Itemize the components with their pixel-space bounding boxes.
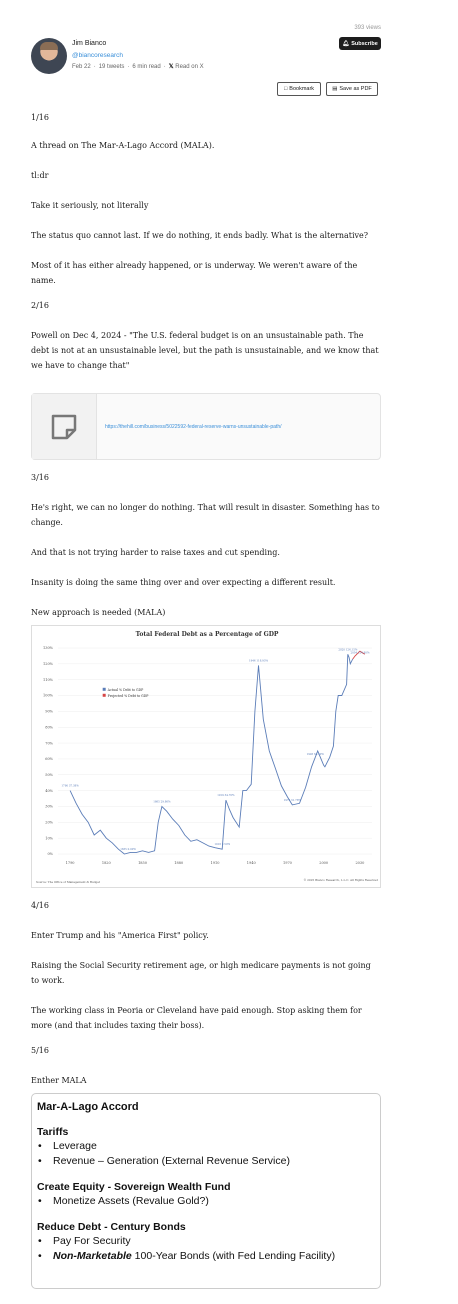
subscribe-label: Subscribe [351,40,378,47]
chart-title: Total Federal Debt as a Percentage of GDP [135,631,279,638]
document-icon: ▤ [332,86,338,92]
view-count: 393 views [354,25,381,31]
save-pdf-button[interactable]: ▤ Save as PDF [326,82,378,96]
y-tick-label: 70% [45,741,53,746]
list-item: • Non-Marketable 100-Year Bonds (with Fed Lending Facility) [38,1250,336,1262]
y-tick-label: 10% [45,836,53,841]
subscribe-button[interactable] [339,37,381,50]
paragraph: The status quo cannot last. If we do nothing, it ends badly. What is the alternative? [31,231,369,240]
data-label: 1993 64.30% [306,752,324,756]
section-heading: Tariffs [37,1126,69,1138]
avatar[interactable] [31,38,67,74]
read-time: 6 min read [132,63,161,70]
author-handle[interactable]: @biancoresearch [72,52,124,59]
post-date: Feb 22 [72,63,91,70]
y-tick-label: 0% [47,852,53,857]
link-url[interactable]: https://thehill.com/business/5022592-federal-reserve-warns-unsustainable-path/ [105,423,282,430]
section-heading: Create Equity - Sovereign Wealth Fund [37,1181,231,1193]
y-tick-label: 20% [45,820,53,825]
data-label: 1946 118.93% [248,659,268,663]
paragraph: And that is not trying harder to raise taxes and cut spending. [31,548,280,557]
author-name[interactable]: Jim Bianco [72,40,107,47]
data-label: 1919 34.70% [217,794,235,798]
y-tick-label: 130% [42,646,53,651]
legend-label: Actual % Debt to GDP [107,687,144,692]
debt-to-gdp-chart [31,625,381,888]
paragraph: Take it seriously, not literally [31,201,149,210]
list-item: • Pay For Security [38,1235,131,1247]
paragraph: New approach is needed (MALA) [31,608,166,617]
paragraph: He's right, we can no longer do nothing. That will result in disaster. Something has to change. [31,503,380,527]
y-tick-label: 30% [45,804,53,809]
paragraph: Enther MALA [31,1076,87,1085]
legend-label: Projected % Debt to GDP [107,693,149,698]
x-tick-label: 1940 [246,861,256,865]
section-heading: Reduce Debt - Century Bonds [37,1221,186,1233]
x-tick-label: 1910 [210,861,220,865]
list-item: • Monetize Assets (Revalue Gold?) [38,1195,209,1207]
data-label: 2034 124.80% [350,651,370,655]
post-meta: Feb 22 · 19 tweets · 6 min read · 𝕏 Read on X [72,63,204,70]
paragraph: Raising the Social Security retirement age, or high medicare payments is not going to work. [31,961,371,985]
tweet-number: 3/16 [31,473,49,482]
data-label: 1974 31.78% [283,798,301,802]
tweet-count: 19 tweets [98,63,125,70]
tweet-number: 1/16 [31,113,49,122]
bell-icon: 🔔︎ [342,40,350,47]
y-tick-label: 40% [45,788,53,793]
paragraph: Most of it has either already happened, or is underway. We weren't aware of the name. [31,261,358,285]
data-label: 1835 0.00% [120,848,136,851]
x-tick-label: 1790 [65,861,75,865]
bookmark-button[interactable]: □ Bookmark [277,82,321,96]
tweet-number: 2/16 [31,301,49,310]
x-tick-label: 1850 [138,861,147,865]
read-on-x-link[interactable]: 𝕏 Read on X [168,64,204,70]
link-thumbnail [32,394,97,459]
slide-title: Mar-A-Lago Accord [37,1101,139,1113]
list-item: • Leverage [38,1140,97,1152]
paragraph: A thread on The Mar-A-Lago Accord (MALA). [31,141,215,150]
tweet-number: 5/16 [31,1046,49,1055]
y-tick-label: 100% [42,693,53,698]
mala-slide [31,1093,381,1289]
legend-swatch [103,694,106,697]
paragraph: Powell on Dec 4, 2024 - "The U.S. federal budget is on an unsustainable path. The debt is not at an unsustainable level, but the path is unsustainable, and we know that we have to change that" [31,331,379,370]
x-tick-label: 2000 [319,861,329,865]
x-tick-label: 1820 [101,861,111,865]
bookmark-icon: □ [283,86,288,92]
y-tick-label: 50% [45,772,53,777]
x-tick-label: 2030 [355,861,365,865]
chart-copyright: © 2025 Bianco Research, L.L.C. All Rights Reserved [303,878,378,882]
paragraph: The working class in Peoria or Cleveland have paid enough. Stop asking them for more (and that includes taxing their boss). [31,1006,362,1030]
paragraph: Enter Trump and his "America First" policy. [31,931,209,940]
chart-source: Source: The Office of Management & Budget [36,880,101,884]
x-tick-label: 1880 [174,861,184,865]
document-icon [49,412,79,442]
x-logo-icon: 𝕏 [168,64,174,70]
data-label: 1865 29.86% [153,800,171,804]
y-tick-label: 90% [45,709,53,714]
data-label: 2020 126.15% [338,648,358,652]
x-tick-label: 1970 [283,861,292,865]
y-tick-label: 120% [42,662,53,667]
y-tick-label: 110% [42,677,53,682]
tweet-number: 4/16 [31,901,49,910]
paragraph: Insanity is doing the same thing over and over expecting a different result. [31,578,336,587]
paragraph: tl:dr [31,171,49,180]
link-preview-card[interactable] [31,393,381,460]
y-tick-label: 60% [45,757,53,762]
legend-swatch [103,688,106,691]
data-label: 1790 37.38% [61,784,79,788]
list-item: • Revenue – Generation (External Revenue Service) [38,1155,290,1167]
data-label: 1916 2.50% [214,843,231,847]
y-tick-label: 80% [45,725,53,730]
